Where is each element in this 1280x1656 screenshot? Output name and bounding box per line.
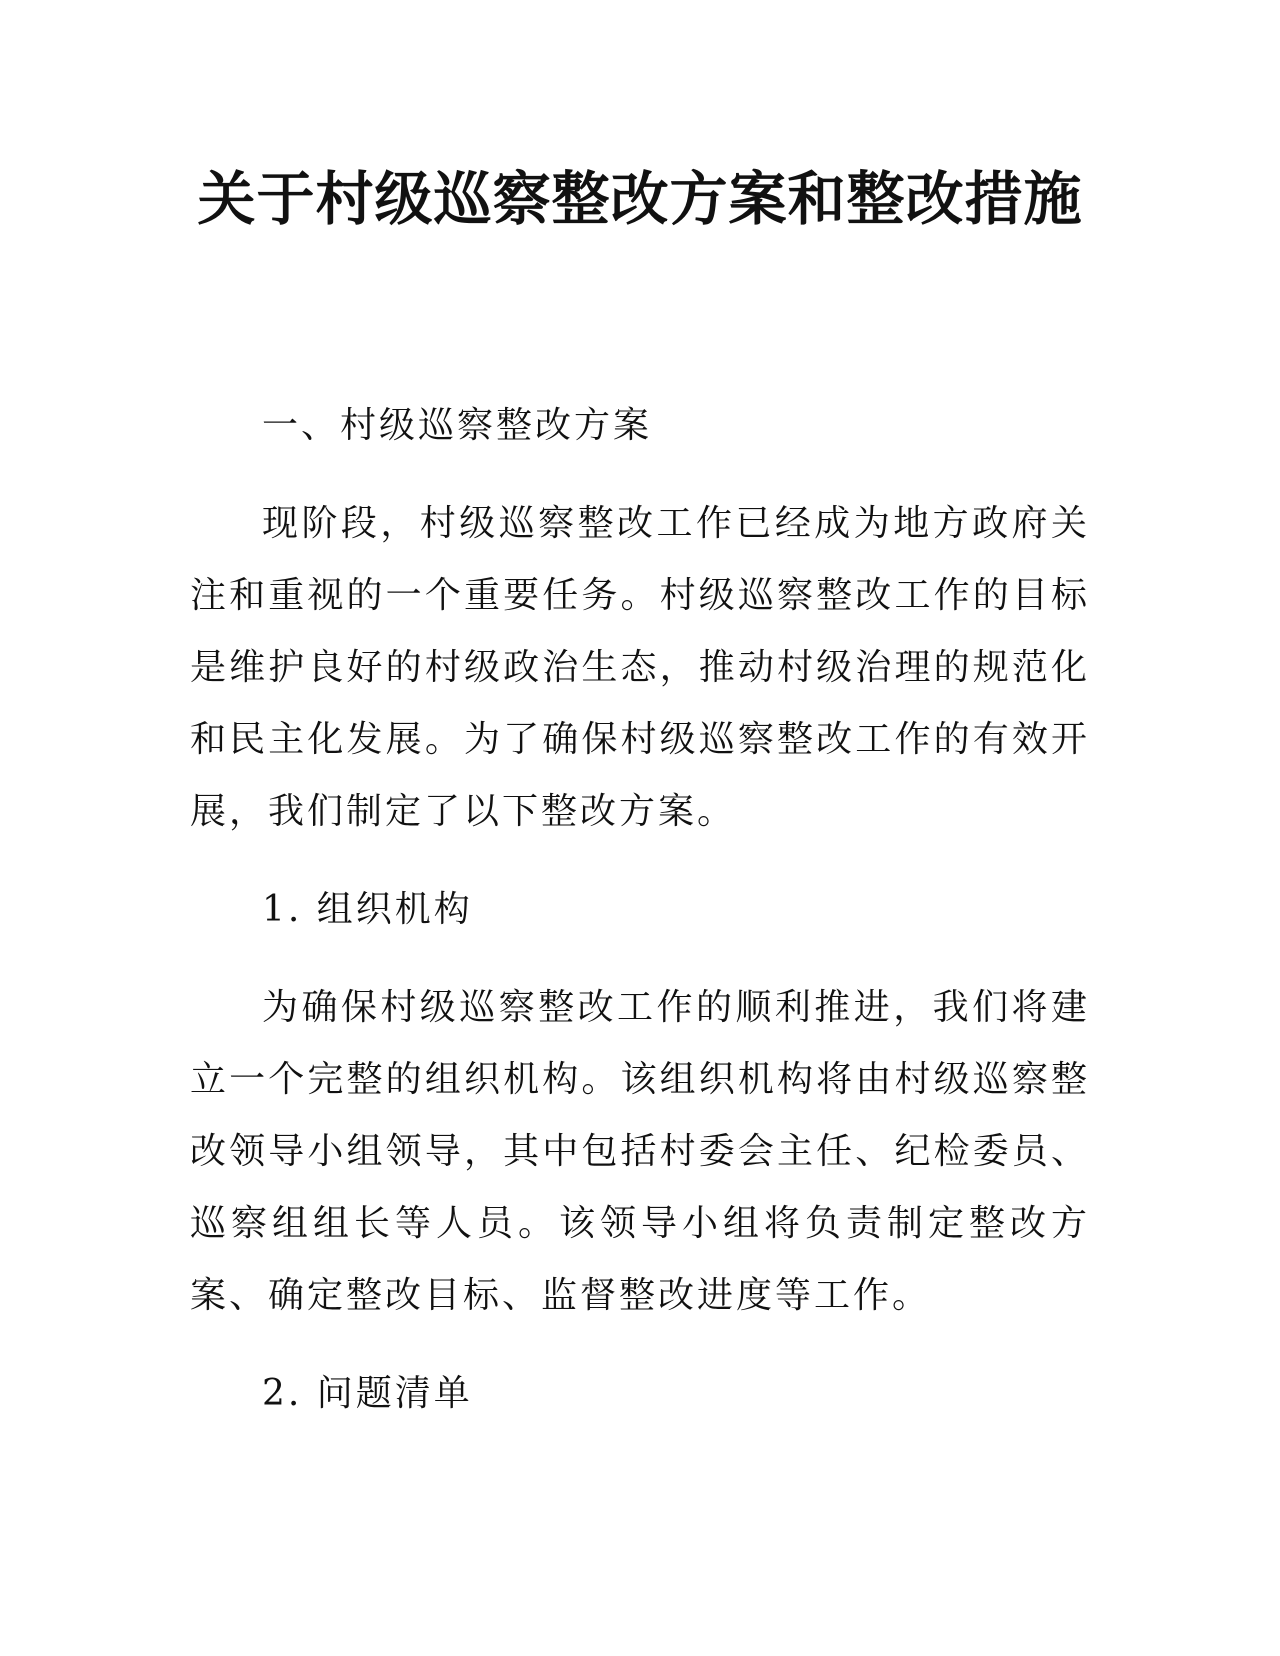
section-heading-plan: 一、村级巡察整改方案 — [262, 405, 653, 446]
intro-paragraph: 现阶段，村级巡察整改工作已经成为地方政府关注和重视的一个重要任务。村级巡察整改工作的目标是维护良好的村级政治生态，推动村级治理的规范化和民主化发展。为了确保村级巡察整改工作的有效开展，我们制定了以下整改方案。 — [190, 503, 1090, 832]
document-title: 关于村级巡察整改方案和整改措施 — [197, 165, 1083, 233]
item-heading-organization: 1. 组织机构 — [262, 889, 473, 930]
document-body — [190, 390, 1090, 1456]
organization-paragraph: 为确保村级巡察整改工作的顺利推进，我们将建立一个完整的组织机构。该组织机构将由村级巡察整改领导小组领导，其中包括村委会主任、纪检委员、巡察组组长等人员。该领导小组将负责制定整改方案、确定整改目标、监督整改进度等工作。 — [190, 987, 1090, 1316]
item-heading-problem-list: 2. 问题清单 — [262, 1373, 473, 1414]
